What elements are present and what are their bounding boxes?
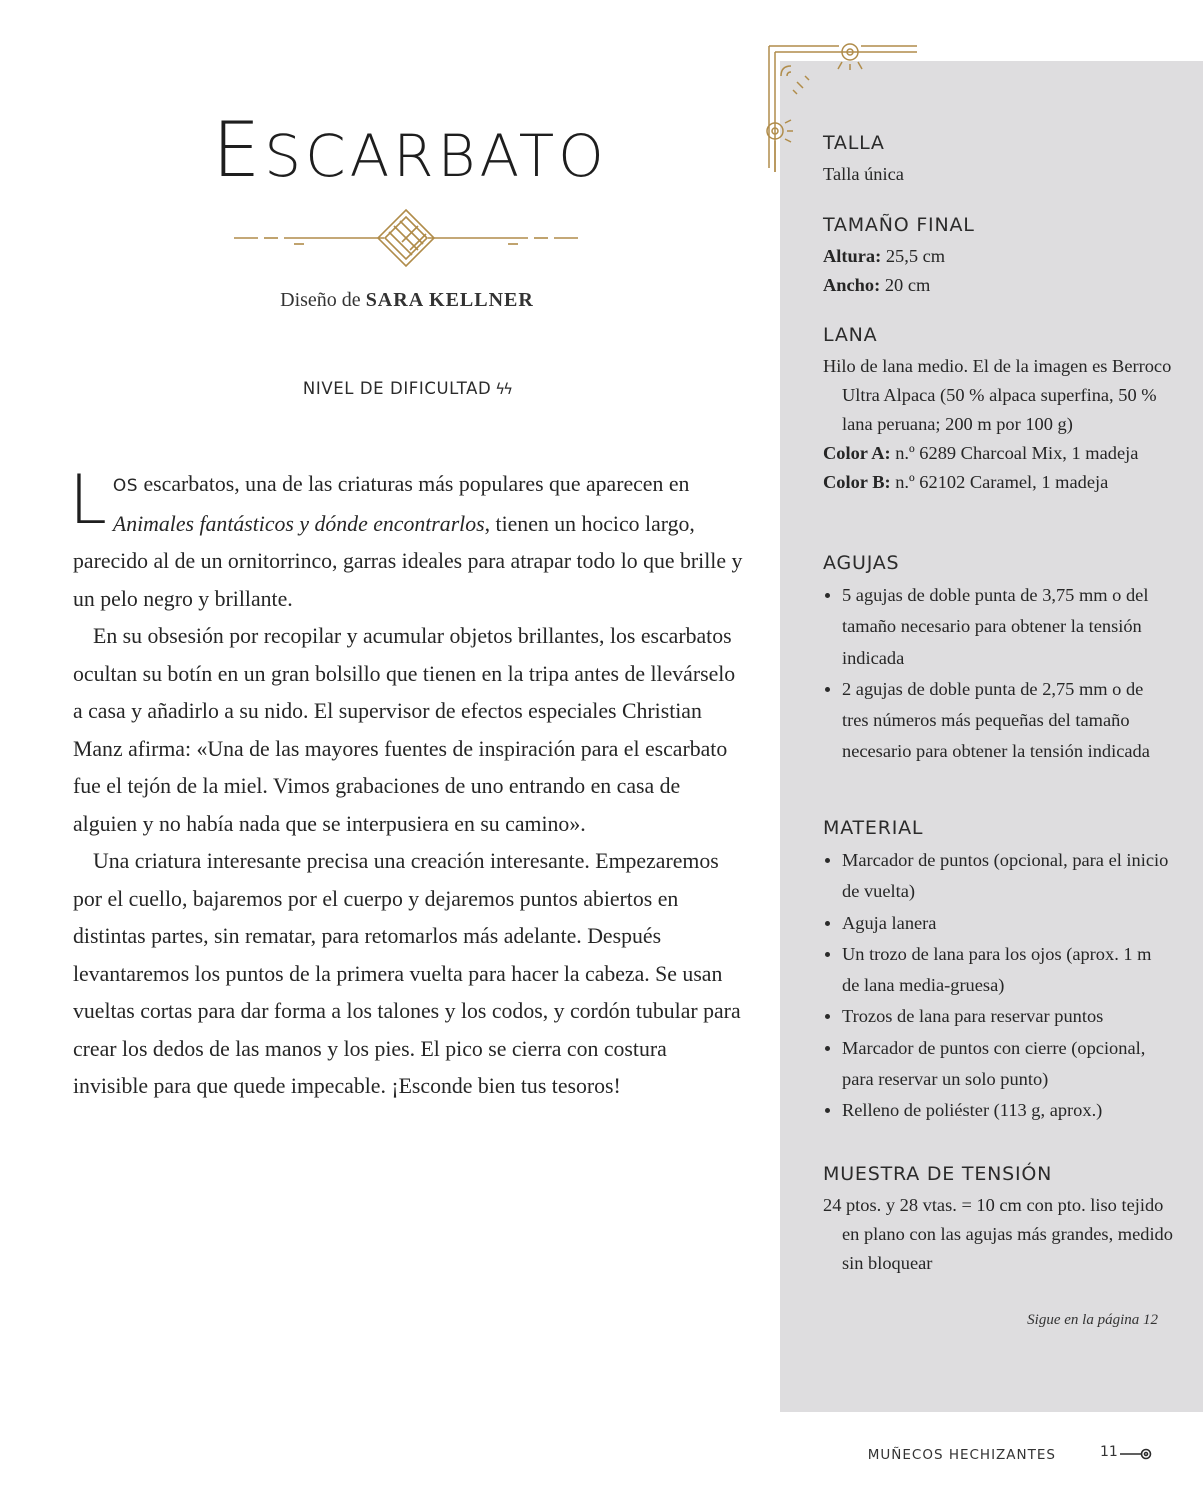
paragraph-1-text-b: , tienen un hocico largo, parecido al de un ornitorrinco, garras ideales para atrapar todo lo que brille y un pelo negro y brillante.: [73, 511, 743, 611]
paragraph-2: En su obsesión por recopilar y acumular objetos brillantes, los escarbatos ocultan su botín en un gran bolsillo que tienen en la tripa antes de llevárselo a casa y añadirlo a su nido. El supervisor de efectos especiales Christian Manz afirma: «Una de las mayores fuentes de inspiración para el escarbato fue el tejón de la miel. Vimos grabaciones de uno entrando en casa de alguien y no había nada que se interpusiera en su camino».: [73, 624, 736, 836]
material-list: [823, 845, 1173, 1127]
intro-text: [69, 461, 743, 1106]
muestra-text: 24 ptos. y 28 vtas. = 10 cm con pto. liso tejido en plano con las agujas más grandes, medido sin bloquear: [823, 1195, 1173, 1273]
section-muestra-tension: [823, 1163, 1173, 1278]
designer-name: SARA KELLNER: [365, 289, 534, 311]
list-item: Trozos de lana para reservar puntos: [823, 1001, 1173, 1032]
lana-heading: LANA: [823, 324, 878, 346]
list-item: Relleno de poliéster (113 g, aprox.): [823, 1095, 1173, 1126]
color-b-label: Color B:: [823, 472, 891, 492]
difficulty-level: [232, 379, 582, 398]
color-a-row: [823, 439, 1173, 468]
tamano-heading: TAMAÑO FINAL: [823, 214, 975, 236]
running-footer-title: MUÑECOS HECHIZANTES: [867, 1447, 1056, 1463]
list-item: 2 agujas de doble punta de 2,75 mm o de tres números más pequeñas del tamaño necesario para obtener la tensión indicada: [823, 674, 1173, 768]
lightning-bolt-icon: ϟϟ: [495, 380, 512, 398]
designer-credit: [232, 289, 582, 312]
color-a-value: n.º 6289 Charcoal Mix, 1 madeja: [890, 443, 1139, 463]
ancho-label: Ancho:: [823, 275, 881, 295]
muestra-heading: MUESTRA DE TENSIÓN: [823, 1163, 1053, 1185]
color-a-label: Color A:: [823, 443, 891, 463]
key-icon: [1118, 1447, 1158, 1461]
altura-label: Altura:: [823, 246, 882, 266]
page-title: [150, 105, 670, 194]
ancho-row: [823, 271, 1173, 300]
credit-prefix: Diseño de: [280, 289, 361, 311]
page-number: 11: [1100, 1444, 1118, 1460]
altura-row: [823, 242, 1173, 271]
paragraph-1-text-a: escarbatos, una de las criaturas más populares que aparecen en: [138, 472, 690, 496]
title-rest: SCARBATO: [264, 122, 608, 190]
color-b-row: [823, 468, 1173, 497]
material-heading: MATERIAL: [823, 817, 924, 839]
difficulty-label: NIVEL DE DIFICULTAD: [302, 379, 492, 398]
list-item: Un trozo de lana para los ojos (aprox. 1 m de lana media-gruesa): [823, 939, 1173, 1002]
agujas-heading: AGUJAS: [823, 552, 900, 574]
art-deco-divider-icon: [234, 206, 578, 270]
altura-value: 25,5 cm: [881, 246, 946, 266]
paragraph-1: [69, 461, 743, 618]
talla-heading: TALLA: [823, 132, 885, 154]
paragraph-3: Una criatura interesante precisa una creación interesante. Empezaremos por el cuello, bajaremos por el cuerpo y dejaremos puntos abiertos en distintas partes, sin rematar, para retomarlos más adelante. Después levantaremos los puntos de la primera vuelta para hacer la cabeza. Se usan vueltas cortas para dar forma a los talones y los codos, y cordón tubular para crear los dedos de las manos y los pies. El pico se cierra con costura invisible para que quede impecable. ¡Esconde bien tus tesoros!: [73, 849, 741, 1098]
drop-cap: L: [69, 461, 107, 540]
agujas-list: [823, 580, 1173, 768]
section-talla: [823, 132, 1173, 189]
title-initial: E: [212, 105, 265, 194]
section-tamano-final: [823, 214, 1173, 300]
color-b-value: n.º 62102 Caramel, 1 madeja: [890, 472, 1109, 492]
talla-text: Talla única: [823, 164, 904, 184]
section-lana: [823, 324, 1173, 497]
lana-text: Hilo de lana medio. El de la imagen es Berroco Ultra Alpaca (50 % alpaca superfina, 50 % lana peruana; 200 m por 100 g): [823, 356, 1172, 434]
list-item: 5 agujas de doble punta de 3,75 mm o del tamaño necesario para obtener la tensión indicada: [823, 580, 1173, 674]
list-item: Marcador de puntos con cierre (opcional, para reservar un solo punto): [823, 1033, 1173, 1096]
continued-on-page-note: Sigue en la página 12: [1027, 1312, 1158, 1328]
list-item: Aguja lanera: [823, 908, 1173, 939]
ancho-value: 20 cm: [880, 275, 931, 295]
section-material: [823, 817, 1173, 1127]
section-agujas: [823, 552, 1173, 768]
list-item: Marcador de puntos (opcional, para el inicio de vuelta): [823, 845, 1173, 908]
book-title-italic: Animales fantásticos y dónde encontrarlos: [112, 511, 485, 536]
lead-smallcaps: OS: [112, 476, 139, 496]
